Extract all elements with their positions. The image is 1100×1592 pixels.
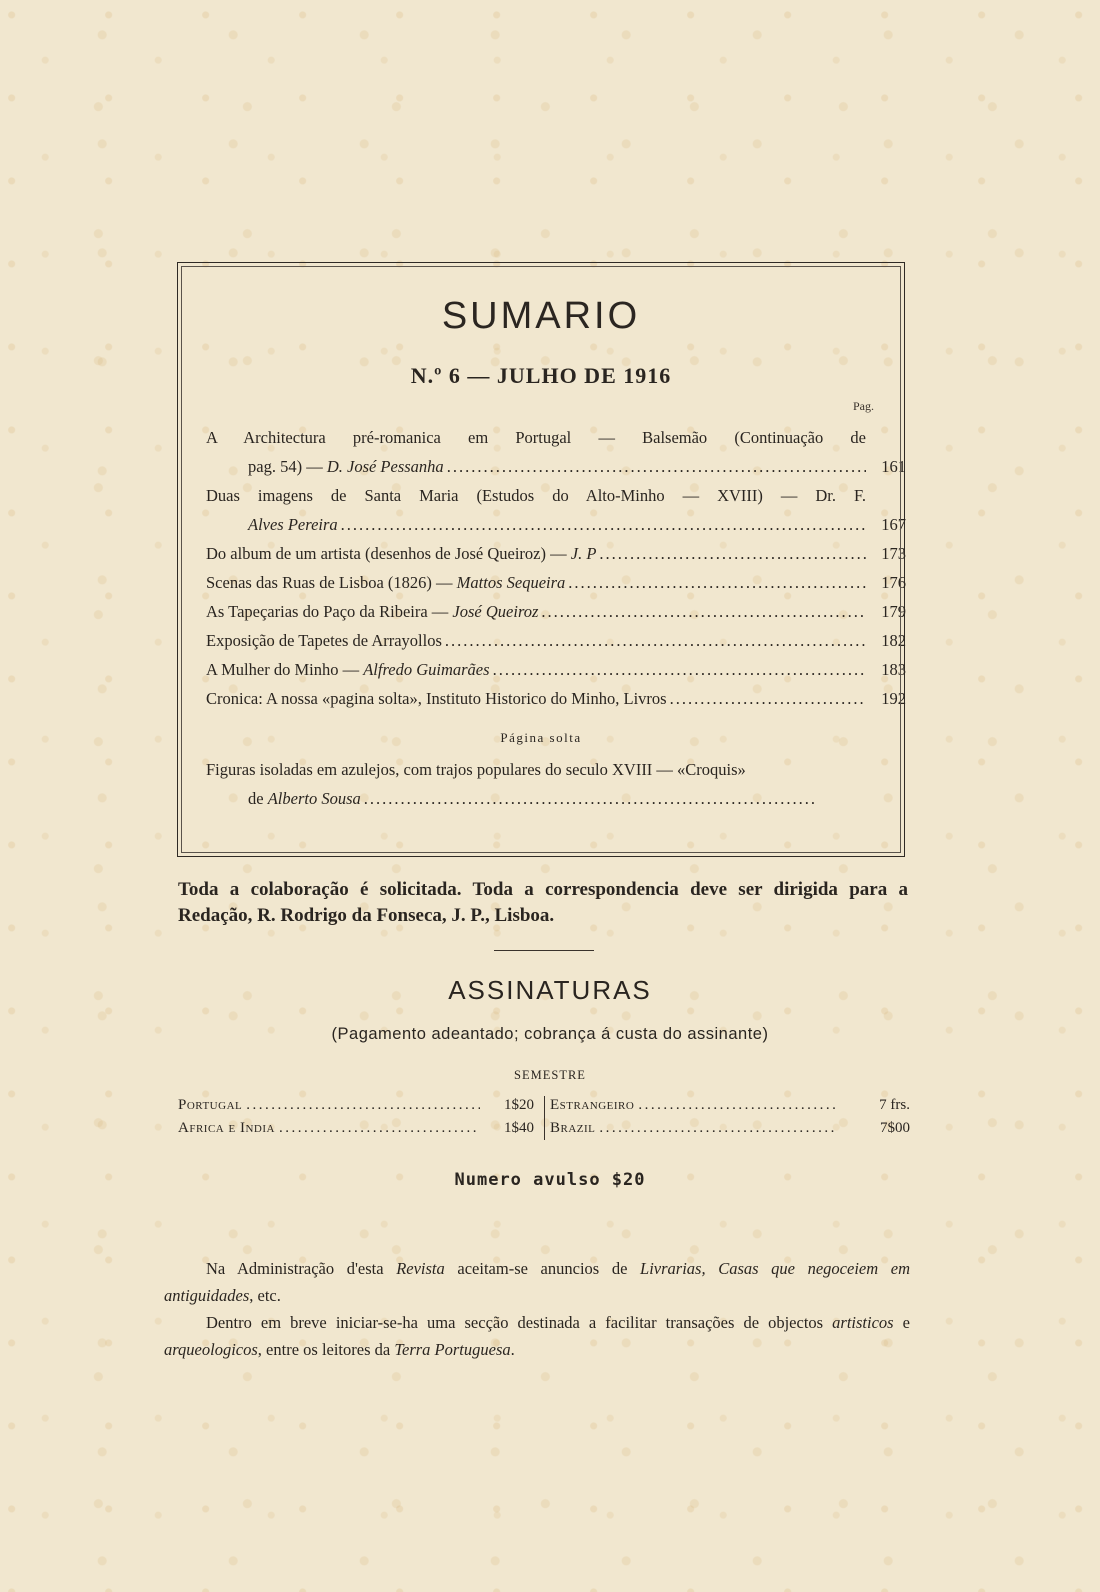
toc-entry (206, 423, 906, 481)
price-value: 7 frs. (879, 1097, 910, 1113)
toc-entry (206, 597, 906, 626)
admin-text-italic: arqueologicos (164, 1340, 258, 1359)
administration-notice (164, 1255, 910, 1363)
dot-leader (638, 1094, 836, 1117)
table-of-contents (206, 423, 906, 713)
admin-text-italic: Livrarias, Casas que negoceiem em antiguidades (164, 1259, 910, 1305)
price-label: Portugal (178, 1097, 243, 1113)
admin-text: Dentro em breve iniciar-se-ha uma secção destinada a facilitar transações de objectos (206, 1313, 833, 1332)
prices-left-column (178, 1094, 534, 1140)
price-value: 1$40 (504, 1120, 534, 1136)
column-divider (544, 1096, 545, 1140)
toc-entry-text: pag. 54) — (248, 457, 327, 476)
toc-entry-page: 161 (881, 457, 906, 476)
dot-leader (541, 597, 866, 626)
toc-entry (206, 655, 906, 684)
toc-entry (206, 539, 906, 568)
admin-text: . (510, 1340, 515, 1359)
dot-leader (599, 539, 866, 568)
prices-right-column (550, 1094, 910, 1140)
period-label: SEMESTRE (514, 1068, 586, 1082)
toc-entry-text: Do album de um artista (desenhos de José Queiroz) — (206, 544, 571, 563)
collaboration-notice: Toda a colaboração é solicitada. Toda a correspondencia deve ser dirigida para a Redação, R. Rodrigo da Fonseca, J. P., Lisboa. (178, 879, 908, 926)
dot-leader (364, 784, 816, 813)
toc-entry-page: 176 (881, 573, 906, 592)
price-row (550, 1117, 910, 1140)
dot-leader (279, 1117, 480, 1140)
toc-entry (206, 481, 906, 539)
admin-paragraph (164, 1255, 910, 1309)
dot-leader (599, 1117, 836, 1140)
sumario-title: SUMARIO (441, 295, 641, 337)
toc-entry-page: 192 (881, 689, 906, 708)
issue-heading: N.º 6 — JULHO DE 1916 (410, 363, 672, 388)
toc-entry-text: Scenas das Ruas de Lisboa (1826) — (206, 573, 457, 592)
toc-entry-text: A Mulher do Minho — (206, 660, 364, 679)
price-label: Africa e India (178, 1120, 275, 1136)
dot-leader (246, 1094, 480, 1117)
dot-leader (493, 655, 866, 684)
solta-text: Figuras isoladas em azulejos, com trajos populares do seculo XVIII — «Croquis» (206, 760, 746, 779)
pagina-solta-entry (206, 755, 816, 813)
toc-entry (206, 568, 906, 597)
dot-leader (447, 452, 866, 481)
toc-entry-author: Mattos Sequeira (456, 573, 566, 592)
toc-entry-author: J. P (570, 544, 597, 563)
toc-entry-page: 183 (881, 660, 906, 679)
toc-entry-text: Cronica: A nossa «pagina solta», Instituto Historico do Minho, Livros (206, 689, 667, 708)
price-row (550, 1094, 910, 1117)
toc-entry (206, 684, 906, 713)
admin-text: , etc. (249, 1286, 281, 1305)
toc-entry-page: 173 (881, 544, 906, 563)
admin-text-italic: Terra Portuguesa (394, 1340, 511, 1359)
toc-entry-author: José Queiroz (452, 602, 539, 621)
price-row (178, 1094, 534, 1117)
price-row (178, 1117, 534, 1140)
toc-entry-page: 179 (881, 602, 906, 621)
divider (494, 950, 594, 951)
toc-entry-text: A Architectura pré-romanica em Portugal — Balsemão (Continuação de (206, 428, 866, 447)
assinaturas-note: (Pagamento adeantado; cobrança á custa do assinante) (331, 1025, 769, 1043)
toc-entry-author: Alves Pereira (248, 515, 338, 534)
toc-entry-author: D. José Pessanha (326, 457, 444, 476)
dot-leader (670, 684, 866, 713)
toc-entry-text: As Tapeçarias do Paço da Ribeira — (206, 602, 453, 621)
admin-text-italic: artisticos (832, 1313, 894, 1332)
single-issue-price: Numero avulso $20 (454, 1170, 646, 1190)
solta-prefix: de (248, 789, 268, 808)
dot-leader (341, 510, 866, 539)
page-column-header: Pag. (853, 399, 874, 413)
dot-leader (568, 568, 866, 597)
price-label: Estrangeiro (550, 1097, 635, 1113)
toc-entry (206, 626, 906, 655)
admin-text: e (893, 1313, 910, 1332)
admin-text-italic: Revista (396, 1259, 445, 1278)
toc-entry-text: Exposição de Tapetes de Arrayollos (206, 631, 442, 650)
price-label: Brazil (550, 1120, 596, 1136)
toc-entry-page: 167 (881, 515, 906, 534)
toc-entry-text: Duas imagens de Santa Maria (Estudos do Alto-Minho — XVIII) — Dr. F. (206, 486, 866, 505)
pagina-solta-heading: Página solta (500, 730, 582, 745)
price-value: 7$00 (880, 1120, 910, 1136)
assinaturas-title: ASSINATURAS (448, 975, 652, 1005)
price-value: 1$20 (504, 1097, 534, 1113)
admin-paragraph (164, 1309, 910, 1363)
solta-author: Alberto Sousa (267, 789, 361, 808)
admin-text: , entre os leitores da (257, 1340, 395, 1359)
toc-entry-page: 182 (881, 631, 906, 650)
admin-text: Na Administração d'esta (206, 1259, 397, 1278)
admin-text: aceitam-se anuncios de (444, 1259, 641, 1278)
sumario-box (177, 262, 905, 857)
toc-entry-author: Alfredo Guimarães (363, 660, 490, 679)
dot-leader (445, 626, 866, 655)
